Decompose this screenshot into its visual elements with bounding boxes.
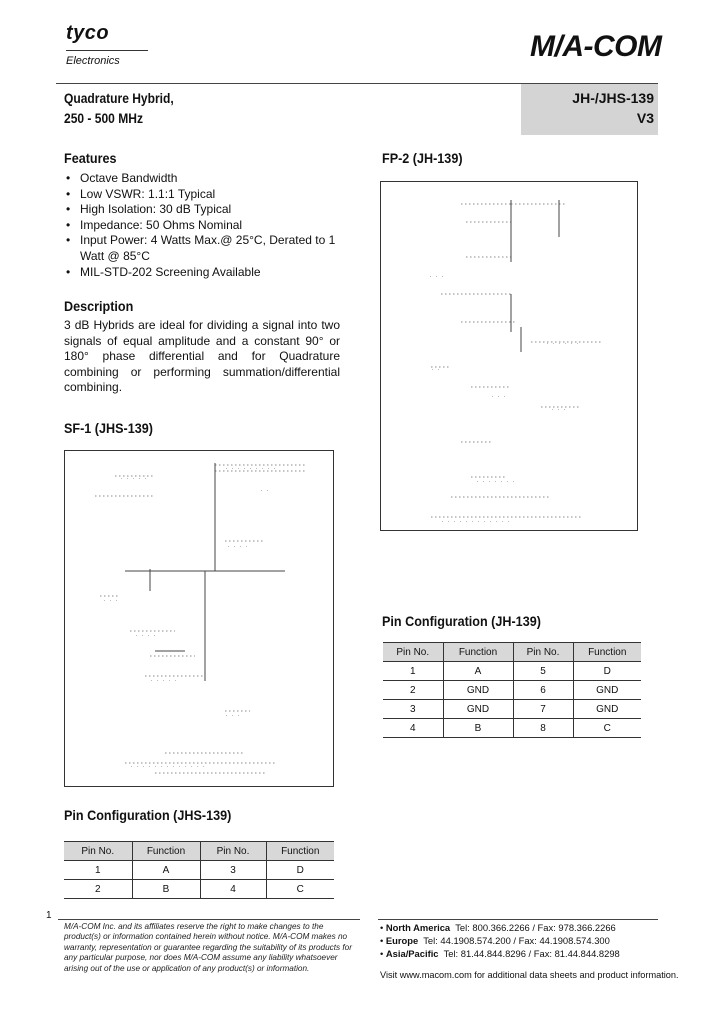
version-label: V3 bbox=[636, 110, 654, 126]
contact-north-america bbox=[380, 921, 616, 934]
features-heading: Features bbox=[64, 150, 117, 166]
feature-item: • Octave Bandwidth bbox=[66, 171, 346, 187]
table-cell: 5 bbox=[513, 662, 573, 681]
table-row bbox=[64, 861, 334, 880]
column-header: Pin No. bbox=[383, 643, 443, 662]
table-cell: D bbox=[266, 861, 334, 880]
product-title-line2: 250 - 500 MHz bbox=[64, 110, 143, 126]
svg-text:. . . . . . . . . . . .: . . . . . . . . . . . . bbox=[441, 518, 511, 524]
column-header: Function bbox=[132, 842, 200, 861]
table-cell: 3 bbox=[200, 861, 266, 880]
table-cell: B bbox=[132, 880, 200, 899]
table-cell: B bbox=[443, 719, 513, 738]
description-heading: Description bbox=[64, 298, 134, 314]
contact-region: Europe bbox=[385, 935, 419, 946]
table-row bbox=[383, 681, 641, 700]
svg-text:. . . .: . . . . bbox=[135, 632, 157, 638]
pin-config-jh-table bbox=[383, 642, 641, 738]
legal-disclaimer: M/A-COM Inc. and its affiliates reserve the right to make changes to the product(s) or information contained herein without notice. M/A-COM makes no warranty, representation or guarantee regarding the suitability of its products for any particular purpose, nor does M/A-COM assume any liability whatsoever arising out of the use or application of any product(s) or information. bbox=[64, 922, 352, 973]
feature-item: • Impedance: 50 Ohms Nominal bbox=[66, 218, 346, 234]
features-list bbox=[66, 171, 346, 280]
table-row bbox=[383, 719, 641, 738]
svg-text:. . .: . . . bbox=[551, 406, 567, 412]
website-link[interactable]: Visit www.macom.com for additional data sheets and product information. bbox=[380, 970, 679, 980]
svg-text:. . .: . . . bbox=[225, 712, 241, 718]
contact-detail: Tel: 800.366.2266 / Fax: 978.366.2266 bbox=[455, 922, 616, 933]
contact-detail: Tel: 44.1908.574.200 / Fax: 44.1908.574.300 bbox=[423, 935, 610, 946]
sf1-outline-drawing bbox=[64, 450, 334, 787]
page-number: 1 bbox=[46, 910, 52, 921]
feature-item: • High Isolation: 30 dB Typical bbox=[66, 202, 346, 218]
contact-region: North America bbox=[385, 922, 451, 933]
description-text: 3 dB Hybrids are ideal for dividing a signal into two signals of equal amplitude and a constant 90° or 180° phase differential and for Quadrature combining or performing summation/differential combining. bbox=[64, 318, 340, 395]
svg-text:. . .: . . . bbox=[103, 597, 119, 603]
table-cell: C bbox=[266, 880, 334, 899]
table-cell: A bbox=[443, 662, 513, 681]
table-cell: 4 bbox=[200, 880, 266, 899]
table-row bbox=[64, 880, 334, 899]
table-cell: D bbox=[573, 662, 641, 681]
svg-text:. .: . . bbox=[431, 366, 441, 372]
bullet-icon: • bbox=[380, 948, 386, 959]
svg-text:. . . . .: . . . . . bbox=[150, 677, 178, 683]
contact-asia-pacific bbox=[380, 947, 620, 960]
svg-text:. . .: . . . bbox=[491, 393, 507, 399]
svg-text:. .: . . bbox=[260, 487, 270, 493]
table-cell: GND bbox=[573, 681, 641, 700]
column-header: Function bbox=[443, 643, 513, 662]
part-number: JH-/JHS-139 bbox=[572, 90, 654, 106]
feature-item: • Input Power: 4 Watts Max.@ 25°C, Derated to 1 Watt @ 85°C bbox=[66, 233, 346, 264]
svg-text:. . . . . . . . . . . . .: . . . . . . . . . . . . . bbox=[130, 763, 206, 769]
table-cell: C bbox=[573, 719, 641, 738]
table-cell: 6 bbox=[513, 681, 573, 700]
table-cell: 4 bbox=[383, 719, 443, 738]
footer-rule bbox=[378, 919, 658, 920]
svg-text:. . . . .: . . . . . bbox=[120, 475, 148, 481]
table-cell: 2 bbox=[383, 681, 443, 700]
bullet-icon: • bbox=[380, 922, 386, 933]
tyco-logo: tyco bbox=[66, 22, 110, 44]
svg-text:. . . . . .: . . . . . . bbox=[546, 340, 580, 346]
sf1-drawing-graphic bbox=[65, 451, 334, 787]
fp2-outline-drawing bbox=[380, 181, 638, 531]
table-row bbox=[383, 662, 641, 681]
table-header-row bbox=[383, 643, 641, 662]
contact-detail: Tel: 81.44.844.8296 / Fax: 81.44.844.8298 bbox=[443, 948, 620, 959]
svg-text:. . . . . . . . .: . . . . . . . . . bbox=[225, 465, 277, 471]
contact-europe bbox=[380, 934, 610, 947]
table-cell: A bbox=[132, 861, 200, 880]
column-header: Function bbox=[573, 643, 641, 662]
feature-item: • MIL-STD-202 Screening Available bbox=[66, 265, 346, 281]
table-header-row bbox=[64, 842, 334, 861]
contact-region: Asia/Pacific bbox=[385, 948, 439, 959]
table-row bbox=[383, 700, 641, 719]
table-cell: 1 bbox=[64, 861, 132, 880]
feature-item: • Low VSWR: 1.1:1 Typical bbox=[66, 187, 346, 203]
svg-text:. . .: . . . bbox=[429, 273, 445, 279]
column-header: Pin No. bbox=[200, 842, 266, 861]
macom-logo: M/A-COM bbox=[530, 30, 662, 63]
table-cell: 1 bbox=[383, 662, 443, 681]
footer-rule bbox=[58, 919, 360, 920]
bullet-icon: • bbox=[380, 935, 386, 946]
table-cell: GND bbox=[443, 700, 513, 719]
product-title-line1: Quadrature Hybrid, bbox=[64, 90, 174, 106]
pin-config-jhs-heading: Pin Configuration (JHS-139) bbox=[64, 807, 232, 823]
fp2-heading: FP-2 (JH-139) bbox=[382, 150, 463, 166]
table-cell: 2 bbox=[64, 880, 132, 899]
table-cell: GND bbox=[443, 681, 513, 700]
pin-config-jh-heading: Pin Configuration (JH-139) bbox=[382, 613, 541, 629]
tyco-electronics-label: Electronics bbox=[66, 55, 120, 67]
svg-text:. . . .: . . . . bbox=[227, 543, 249, 549]
sf1-heading: SF-1 (JHS-139) bbox=[64, 420, 153, 436]
table-cell: GND bbox=[573, 700, 641, 719]
column-header: Pin No. bbox=[513, 643, 573, 662]
table-cell: 7 bbox=[513, 700, 573, 719]
fp2-drawing-graphic bbox=[381, 182, 638, 531]
pin-config-jhs-table bbox=[64, 841, 334, 899]
svg-text:. . . . . . .: . . . . . . . bbox=[476, 478, 516, 484]
table-cell: 3 bbox=[383, 700, 443, 719]
table-cell: 8 bbox=[513, 719, 573, 738]
column-header: Pin No. bbox=[64, 842, 132, 861]
column-header: Function bbox=[266, 842, 334, 861]
logo-rule bbox=[66, 50, 148, 51]
